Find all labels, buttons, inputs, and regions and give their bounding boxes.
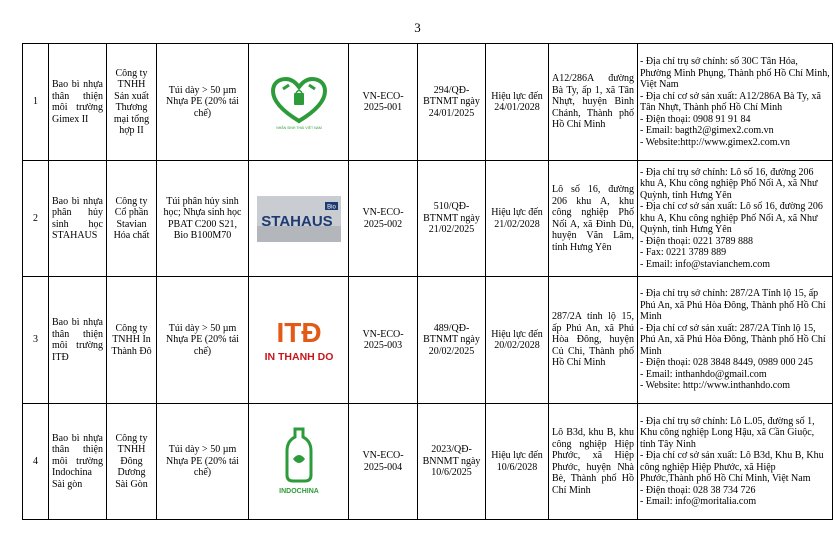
company-name: Công ty TNHH In Thành Đô — [107, 277, 157, 404]
logo-cell — [249, 277, 349, 404]
company-name: Công ty TNHH Đông Dương Sài Gòn — [107, 404, 157, 520]
logo-caption: NHÃN SINH THÁI VIỆT NAM — [275, 126, 322, 130]
validity-date: Hiệu lực đến 21/02/2028 — [486, 161, 549, 277]
contact-line: - Website: http://www.inthanhdo.com — [640, 380, 791, 392]
product-name: Bao bì nhựa thân thiện môi trường Gimex II — [49, 44, 107, 161]
contact-line: - Địa chỉ trụ sở chính: Lô số 16, đường 206 khu A, Khu công nghiệp Phố Nối A, xã Như Quỳnh, tỉnh Hưng Yên — [640, 166, 818, 201]
product-name: Bao bì nhựa thân thiện môi trường ITĐ — [49, 277, 107, 404]
decision-number: 294/QĐ-BTNMT ngày 24/01/2025 — [418, 44, 486, 161]
contact-info — [638, 277, 833, 404]
product-name: Bao bì nhựa thân thiện môi trường Indochina Sài gòn — [49, 404, 107, 520]
production-address: Lô B3d, khu B, khu công nghiệp Hiệp Phước, xã Hiệp Phước, huyện Nhà Bè, Thành phố Hồ Chí Minh — [549, 404, 638, 520]
contact-line: - Email: bagth2@gimex2.com.vn — [640, 125, 774, 136]
production-address: Lô số 16, đường 206 khu A, khu công nghiệp Phố Nối A, xã Đình Dù, huyện Văn Lâm, tỉnh Hưng Yên — [549, 161, 638, 277]
bag-icon — [294, 93, 304, 105]
row-number: 3 — [23, 277, 49, 404]
row-number: 1 — [23, 44, 49, 161]
bio-badge-text: Bio — [326, 204, 336, 210]
decision-number: 510/QĐ-BTNMT ngày 21/02/2025 — [418, 161, 486, 277]
vietnam-eco-label-logo — [259, 71, 339, 133]
contact-info — [638, 161, 833, 277]
contact-line: - Website:http://www.gimex2.com.vn — [640, 136, 791, 148]
production-address: 287/2A tỉnh lộ 15, ấp Phú An, xã Phú Hòa Đông, huyện Củ Chi, Thành phố Hồ Chí Minh — [549, 277, 638, 404]
contact-line: - Địa chỉ cơ sở sản xuất: Lô số 16, đường 206 khu A, Khu công nghiệp Phố Nối A, xã Như Quỳnh, tỉnh Hưng Yên — [640, 201, 823, 236]
table-row — [23, 404, 833, 520]
eco-label-table — [22, 43, 833, 520]
decision-number: 489/QĐ-BTNMT ngày 20/02/2025 — [418, 277, 486, 404]
table-row — [23, 44, 833, 161]
certificate-code: VN-ECO-2025-004 — [349, 404, 418, 520]
contact-line: - Điện thoại: 0908 91 91 84 — [640, 113, 751, 125]
contact-line: - Địa chỉ trụ sở chính: 287/2A Tỉnh lộ 15, ấp Phú An, xã Phú Hòa Đông, Thành phố Hồ Chí Minh — [640, 288, 826, 323]
in-thanh-do-logo — [257, 312, 341, 368]
production-address: A12/286A đường Bà Ty, ấp 1, xã Tân Nhựt, huyện Bình Chánh, Thành phố Hồ Chí Minh — [549, 44, 638, 161]
certificate-code: VN-ECO-2025-001 — [349, 44, 418, 161]
decision-number: 2023/QĐ-BNNMT ngày 10/6/2025 — [418, 404, 486, 520]
contact-line: - Fax: 0221 3789 889 — [640, 247, 727, 259]
logo-wordmark: INDOCHINA — [278, 487, 319, 495]
row-number: 4 — [23, 404, 49, 520]
certificate-code: VN-ECO-2025-002 — [349, 161, 418, 277]
indochina-logo — [269, 423, 329, 501]
certificate-code: VN-ECO-2025-003 — [349, 277, 418, 404]
contact-line: - Email: info@stavianchem.com — [640, 258, 771, 270]
contact-line: - Email: inthanhdo@gmail.com — [640, 368, 767, 380]
validity-date: Hiệu lực đến 10/6/2028 — [486, 404, 549, 520]
page-number: 3 — [414, 20, 421, 35]
logo-subtext: IN THANH DO — [264, 351, 333, 363]
product-spec: Túi phân hủy sinh học; Nhựa sinh học PBAT C200 S21, Bio B100M70 — [157, 161, 249, 277]
contact-line: - Điện thoại: 028 3848 8449, 0989 000 245 — [640, 357, 814, 369]
row-number: 2 — [23, 161, 49, 277]
company-name: Công ty TNHH Sản xuất Thương mại tổng hợp II — [107, 44, 157, 161]
contact-line: - Địa chỉ cơ sở sản xuất: A12/286A Bà Ty, xã Tân Nhựt, Thành phố Hồ Chí Minh — [640, 90, 821, 113]
contact-line: - Địa chỉ trụ sở chính: số 30C Tân Hóa, Phường Minh Phụng, Thành phố Hồ Chí Minh, Việt Nam — [640, 56, 830, 90]
contact-line: - Địa chỉ trụ sở chính: Lô L.05, đường số 1, Khu công nghiệp Long Hậu, xã Cần Giuộc, tỉnh Tây Ninh — [640, 415, 815, 450]
logo-wordmark: ITĐ — [275, 317, 322, 348]
contact-line: - Email: info@moritalia.com — [640, 496, 757, 507]
product-spec: Túi dày > 50 µm Nhựa PE (20% tái chế) — [157, 404, 249, 520]
stahaus-logo — [257, 196, 341, 242]
table-row — [23, 277, 833, 404]
logo-cell — [249, 404, 349, 520]
product-spec: Túi dày > 50 µm Nhựa PE (20% tái chế) — [157, 277, 249, 404]
validity-date: Hiệu lực đến 24/01/2028 — [486, 44, 549, 161]
validity-date: Hiệu lực đến 20/02/2028 — [486, 277, 549, 404]
product-spec: Túi dày > 50 µm Nhựa PE (20% tái chế) — [157, 44, 249, 161]
logo-cell — [249, 161, 349, 277]
contact-info — [638, 44, 833, 161]
table-row — [23, 161, 833, 277]
product-name: Bao bì nhựa phân hủy sinh học STAHAUS — [49, 161, 107, 277]
contact-line: - Điện thoại: 0221 3789 888 — [640, 235, 754, 247]
logo-cell — [249, 44, 349, 161]
company-name: Công ty Cổ phần Stavian Hóa chất — [107, 161, 157, 277]
contact-line: - Điện thoại: 028 38 734 726 — [640, 484, 756, 496]
contact-line: - Địa chỉ cơ sở sản xuất: 287/2A Tỉnh lộ 15, Phú An, xã Phú Hòa Đông, Thành phố Hồ Chí Minh — [640, 322, 826, 357]
contact-info — [638, 404, 833, 520]
logo-wordmark: STAHAUS — [260, 212, 333, 230]
contact-line: - Địa chỉ cơ sở sản xuất: Lô B3d, Khu B, Khu công nghiệp Hiệp Phước, xã Hiệp Phước,Thành phố Hồ Chí Minh, Việt Nam — [640, 450, 824, 484]
